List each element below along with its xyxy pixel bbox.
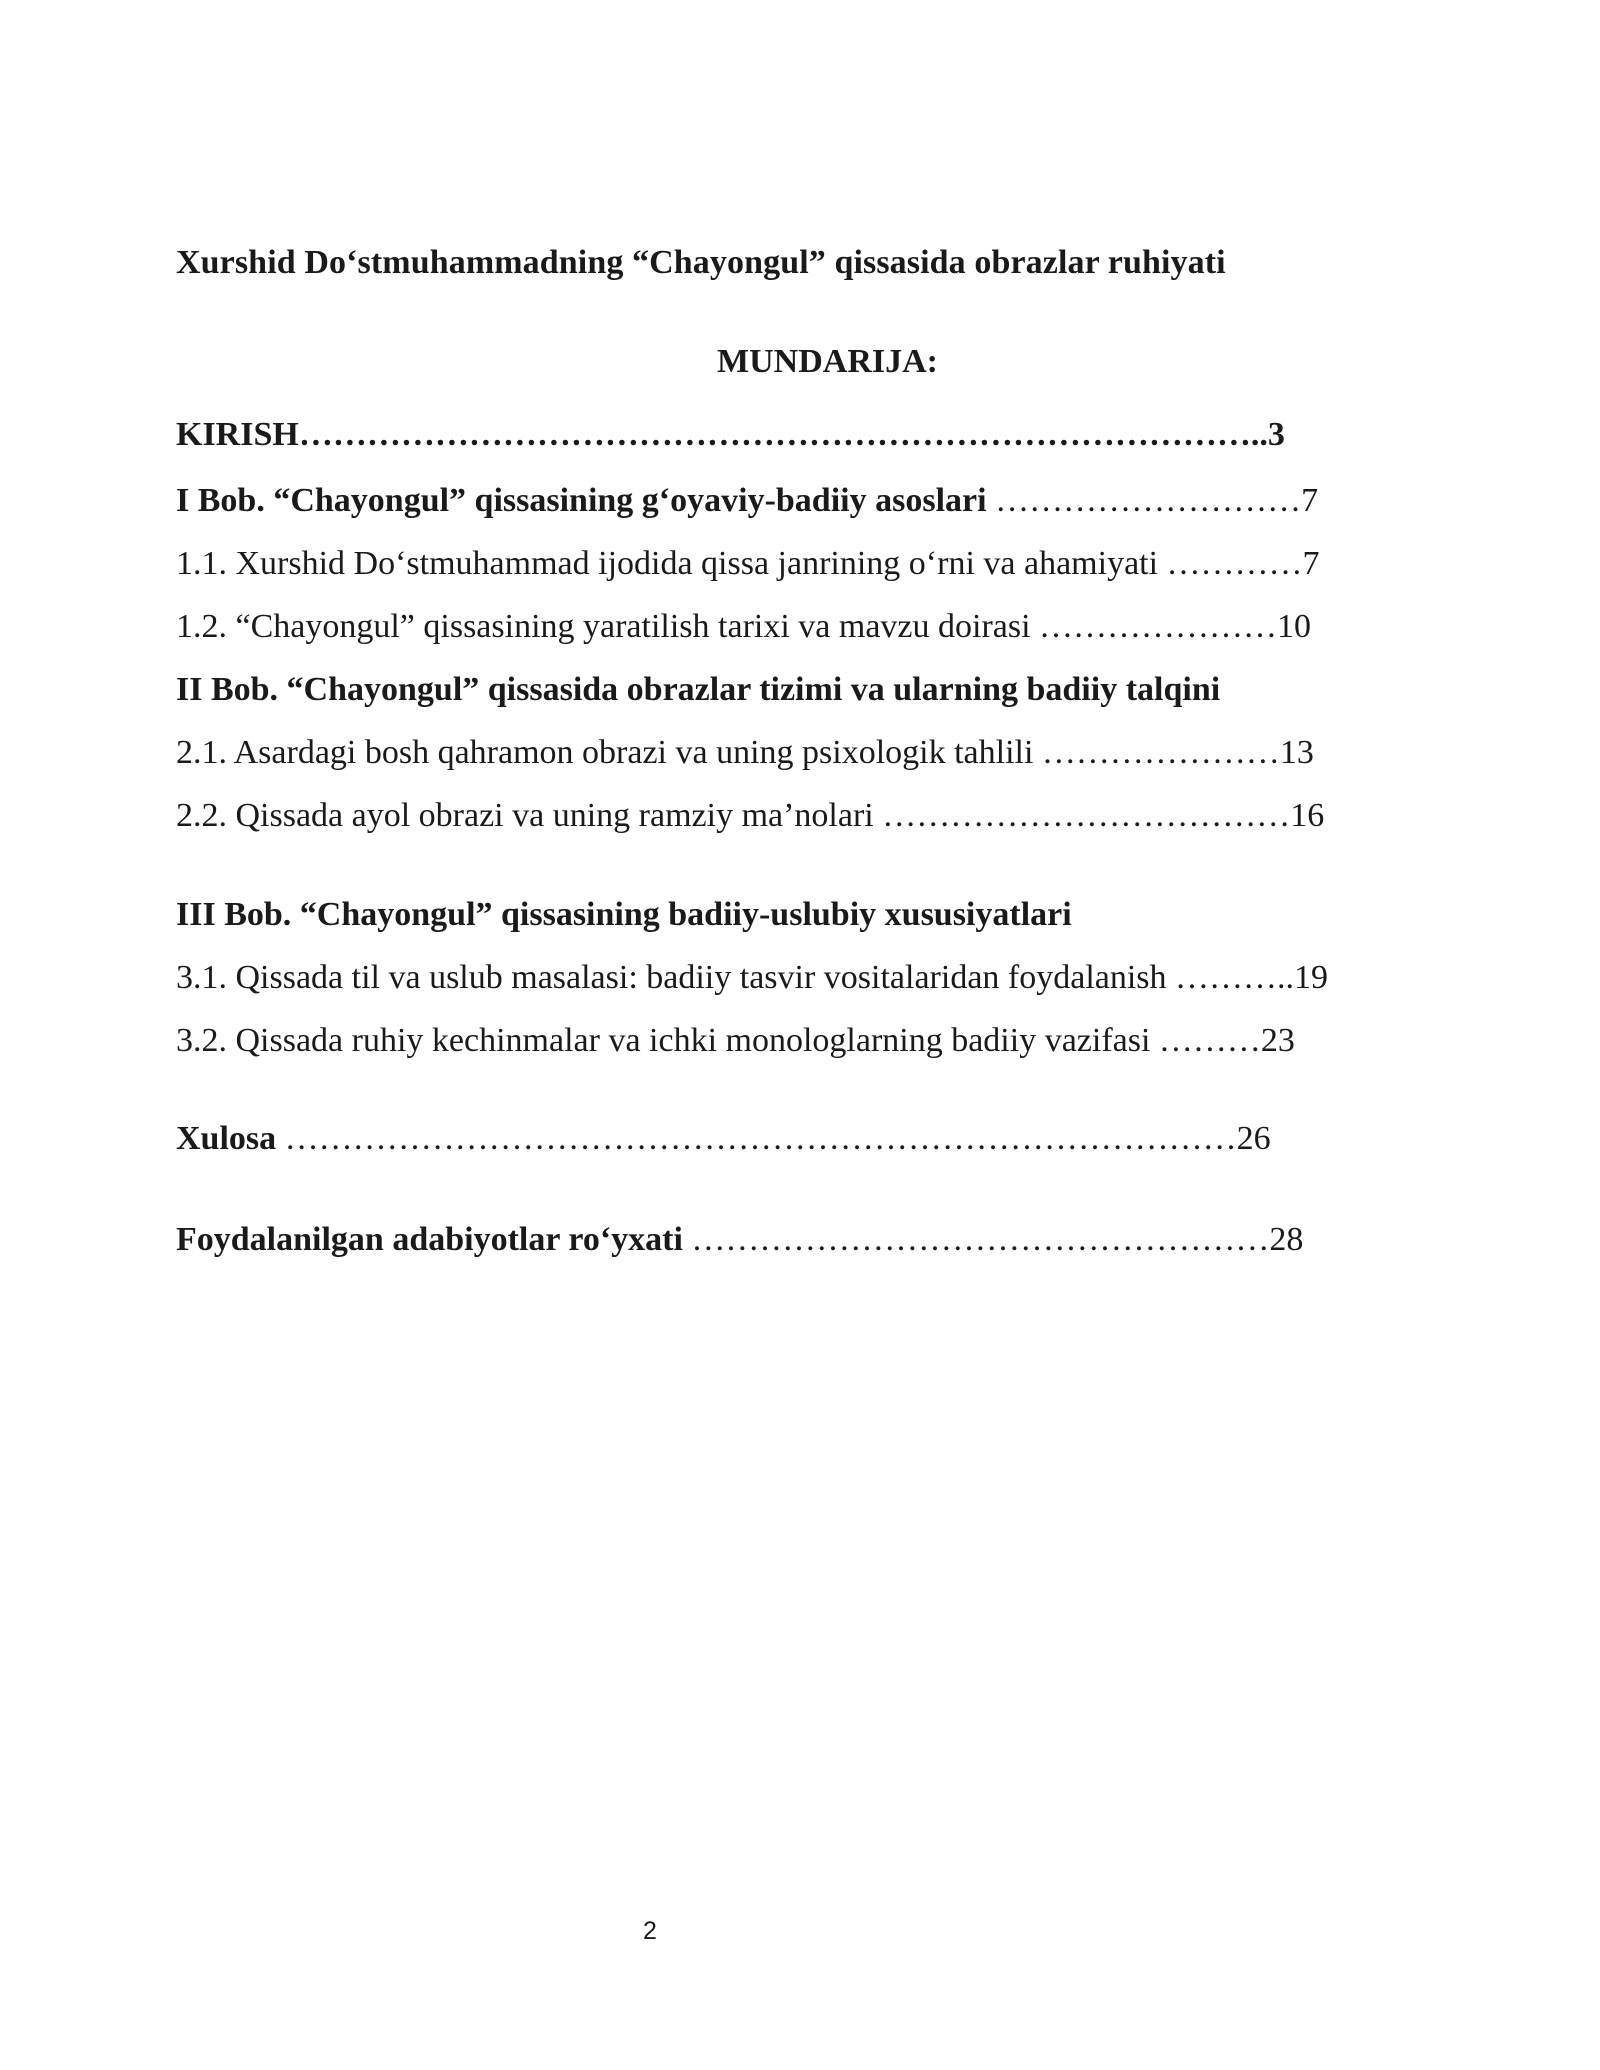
toc-heading: MUNDARIJA:: [717, 343, 938, 380]
toc-entry-section-3-2: 3.2. Qissada ruhiy kechinmalar va ichki monologlarning badiiy vazifasi ………23: [176, 1022, 1295, 1059]
toc-entry-chapter-2: II Bob. “Chayongul” qissasida obrazlar tizimi va ularning badiiy talqini: [176, 671, 1221, 708]
toc-entry-section-1-1: 1.1. Xurshid Do‘stmuhammad ijodida qissa janrining o‘rni va ahamiyati …………7: [176, 545, 1320, 582]
toc-entry-kirish: KIRISH…………………………………………………………………………..3: [176, 416, 1285, 453]
toc-entry-section-2-2: 2.2. Qissada ayol obrazi va uning ramziy ma’nolari ………………………………16: [176, 797, 1325, 834]
toc-entry-xulosa: Xulosa …………………………………………………………………………26: [176, 1120, 1271, 1157]
document-title: Xurshid Do‘stmuhammadning “Chayongul” qissasida obrazlar ruhiyati: [176, 244, 1226, 281]
toc-entry-references: Foydalanilgan adabiyotlar ro‘yxati ……………………………………………28: [176, 1221, 1304, 1258]
toc-entry-chapter-1: I Bob. “Chayongul” qissasining g‘oyaviy-badiiy asoslari ………………………7: [176, 482, 1319, 519]
toc-entry-section-2-1: 2.1. Asardagi bosh qahramon obrazi va uning psixologik tahlili …………………13: [176, 734, 1314, 771]
page-number: 2: [643, 1917, 657, 1945]
toc-entry-section-1-2: 1.2. “Chayongul” qissasining yaratilish tarixi va mavzu doirasi …………………10: [176, 608, 1312, 645]
toc-entry-chapter-3: III Bob. “Chayongul” qissasining badiiy-uslubiy xususiyatlari: [176, 896, 1072, 933]
toc-entry-section-3-1: 3.1. Qissada til va uslub masalasi: badiiy tasvir vositalaridan foydalanish ………..19: [176, 959, 1329, 996]
